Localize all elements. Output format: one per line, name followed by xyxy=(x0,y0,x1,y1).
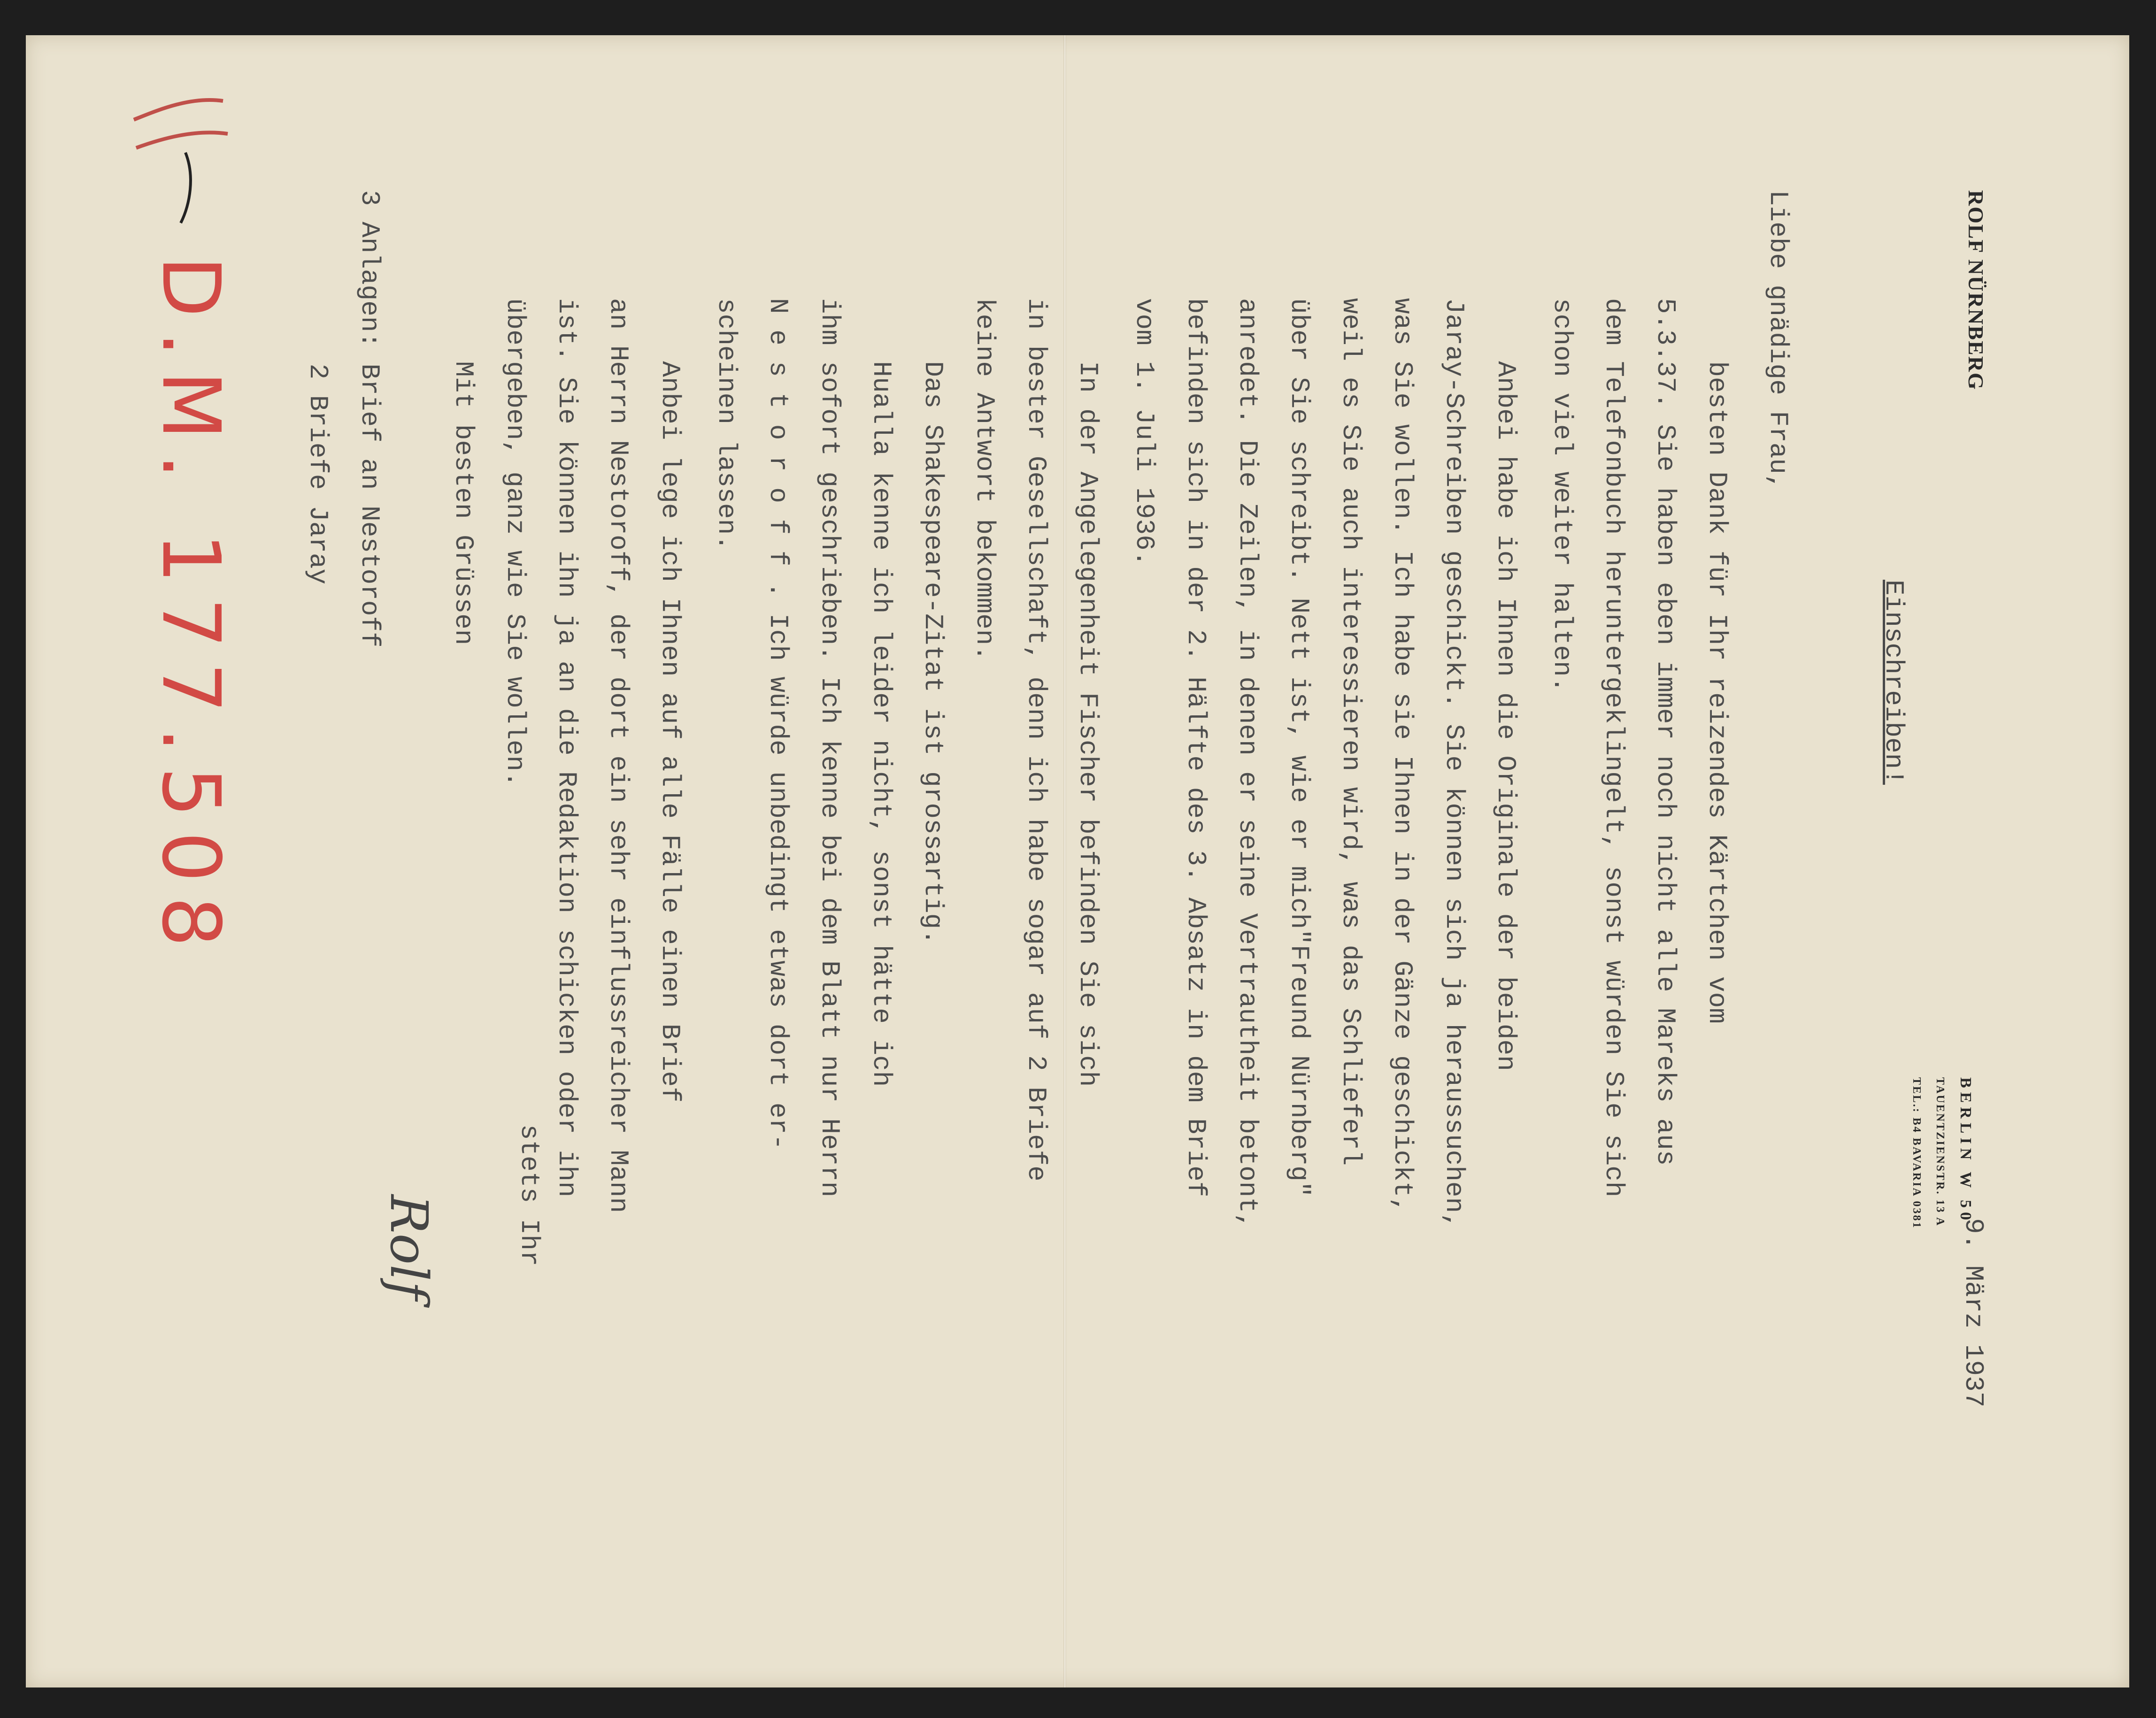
letterhead-telephone: TEL.: B4 BAVARIA 0381 xyxy=(1910,1077,1923,1229)
body-line: schon viel weiter halten. xyxy=(1547,298,1577,693)
closing: stets Ihr xyxy=(514,1124,544,1266)
rotated-letter xyxy=(26,35,2129,1687)
body-line: N e s t o r o f f . Ich würde unbedingt etwas dort er- xyxy=(763,298,793,1150)
body-line: in bester Gesellschaft, denn ich habe sogar auf 2 Briefe xyxy=(1021,298,1051,1181)
enclosure-line: 2 Briefe Jaray xyxy=(303,190,333,585)
body-line: Hualla kenne ich leider nicht, sonst hätte ich xyxy=(866,298,896,1087)
body-line: keine Antwort bekommen. xyxy=(970,298,1000,661)
body-line: befinden sich in der 2. Hälfte des 3. Absatz in dem Brief xyxy=(1181,298,1211,1197)
body-line: ihm sofort geschrieben. Ich kenne bei dem Blatt nur Herrn xyxy=(815,298,845,1197)
body-line: besten Dank für Ihr reizendes Kärtchen vom xyxy=(1702,298,1732,1024)
body-line: vom 1. Juli 1936. xyxy=(1129,298,1159,567)
body-line: Das Shakespeare-Zitat ist grossartig. xyxy=(918,298,948,945)
letter-date: 9. März 1937 xyxy=(1958,1218,1988,1408)
body-line: über Sie schreibt. Nett ist, wie er mich"Freund Nürnberg" xyxy=(1284,298,1314,1197)
letterhead-name: ROLF NÜRNBERG xyxy=(1964,190,1988,391)
body-line: an Herrn Nestoroff, der dort ein sehr einflussreicher Mann xyxy=(603,298,633,1213)
archive-number-annotation: D.M. 177.508 xyxy=(144,256,237,961)
body-line: Jaray-Schreiben geschickt. Sie können sich ja heraussuchen, xyxy=(1439,298,1469,1229)
body-line: In der Angelegenheit Fischer befinden Sie sich xyxy=(1073,298,1103,1087)
archive-pencil-mark xyxy=(120,82,242,232)
handwritten-signature: Rolf xyxy=(379,1195,439,1300)
registered-mail-notation: Einschreiben! xyxy=(1879,580,1909,785)
body-line: übergeben, ganz wie Sie wollen. xyxy=(500,298,530,787)
body-line: weil es Sie auch interessieren wird, was das Schlieferl xyxy=(1336,298,1366,1166)
body-line: anredet. Die Zeilen, in denen er seine Vertrautheit betont, xyxy=(1232,298,1263,1229)
salutation: Liebe gnädige Frau, xyxy=(1763,190,1793,490)
enclosure-line: 3 Anlagen: Brief an Nestoroff xyxy=(354,190,385,648)
body-line: Mit besten Grüssen xyxy=(448,298,478,645)
letterhead-address: TAUENTZIENSTR. 13 A xyxy=(1934,1077,1946,1227)
body-line: scheinen lassen. xyxy=(711,298,741,551)
letterhead-city: BERLIN W 50 xyxy=(1957,1077,1974,1225)
body-line: Anbei habe ich Ihnen die Originale der beiden xyxy=(1491,298,1521,1071)
body-line: Anbei lege ich Ihnen auf alle Fälle einen Brief xyxy=(655,298,685,1103)
body-line: ist. Sie können ihn ja an die Redaktion schicken oder ihn xyxy=(552,298,582,1197)
body-line: was Sie wollen. Ich habe sie Ihnen in der Gänze geschickt, xyxy=(1387,298,1417,1213)
body-line: dem Telefonbuch heruntergeklingelt, sonst würden Sie sich xyxy=(1599,298,1629,1197)
body-line: 5.3.37. Sie haben eben immer noch nicht alle Mareks aus xyxy=(1650,298,1680,1166)
